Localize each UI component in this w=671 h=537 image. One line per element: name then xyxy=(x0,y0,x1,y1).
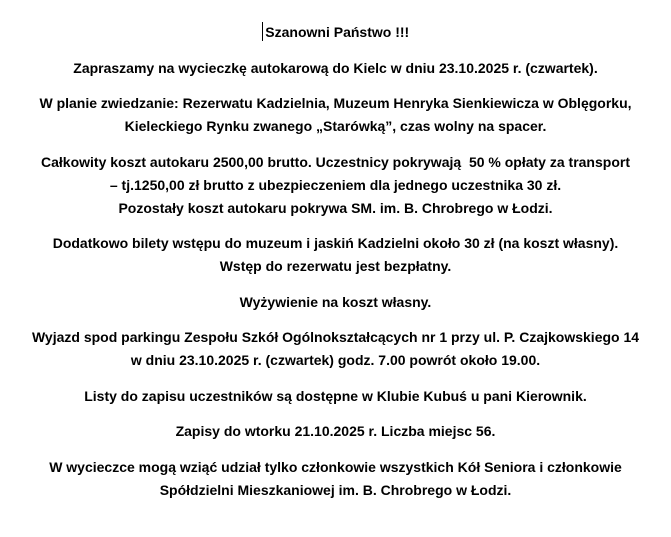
paragraph xyxy=(0,57,671,80)
text-line: Kieleckiego Rynku zwanego „Starówką”, czas wolny na spacer. xyxy=(124,118,547,134)
paragraph xyxy=(0,232,671,278)
paragraph xyxy=(0,21,671,44)
paragraph xyxy=(0,326,671,372)
text-line: Spółdzielni Mieszkaniowej im. B. Chrobrego w Łodzi. xyxy=(159,481,512,498)
paragraph xyxy=(0,92,671,138)
paragraph xyxy=(0,420,671,443)
text-line: Całkowity koszt autokaru 2500,00 brutto. Uczestnicy pokrywają 50 % opłaty za transport xyxy=(41,153,630,170)
text-line: W wycieczce mogą wziąć udział tylko członkowie wszystkich Kół Seniora i członkowie xyxy=(49,458,622,475)
text-line: w dniu 23.10.2025 r. (czwartek) godz. 7.00 powrót około 19.00. xyxy=(130,352,541,368)
text-line xyxy=(0,21,671,44)
text-line: Wstęp do rezerwatu jest bezpłatny. xyxy=(219,258,452,274)
text-line: Listy do zapisu uczestników są dostępne w Klubie Kubuś u pani Kierownik. xyxy=(84,387,587,404)
paragraph xyxy=(0,385,671,408)
text-line: Zapisy do wtorku 21.10.2025 r. Liczba miejsc 56. xyxy=(175,423,496,439)
text-line: Zapraszamy na wycieczkę autokarową do Kielc w dniu 23.10.2025 r. (czwartek). xyxy=(73,59,598,76)
paragraph xyxy=(0,291,671,314)
text-line: – tj.1250,00 zł brutto z ubezpieczeniem dla jednego uczestnika 30 zł. xyxy=(109,176,562,193)
paragraph xyxy=(0,456,671,502)
text-line-content: Szanowni Państwo !!! xyxy=(265,24,410,40)
text-line: Dodatkowo bilety wstępu do muzeum i jaskiń Kadzielni około 30 zł (na koszt własny). xyxy=(52,235,619,251)
text-line: Wyżywienie na koszt własny. xyxy=(239,293,432,310)
text-cursor xyxy=(262,22,264,41)
text-line: W planie zwiedzanie: Rezerwatu Kadzielnia, Muzeum Henryka Sienkiewicza w Oblęgorku, xyxy=(39,95,632,111)
text-line: Wyjazd spod parkingu Zespołu Szkół Ogólnokształcących nr 1 przy ul. P. Czajkowskiego 14 xyxy=(31,329,640,345)
paragraph xyxy=(0,151,671,220)
text-line: Pozostały koszt autokaru pokrywa SM. im. B. Chrobrego w Łodzi. xyxy=(118,199,553,216)
